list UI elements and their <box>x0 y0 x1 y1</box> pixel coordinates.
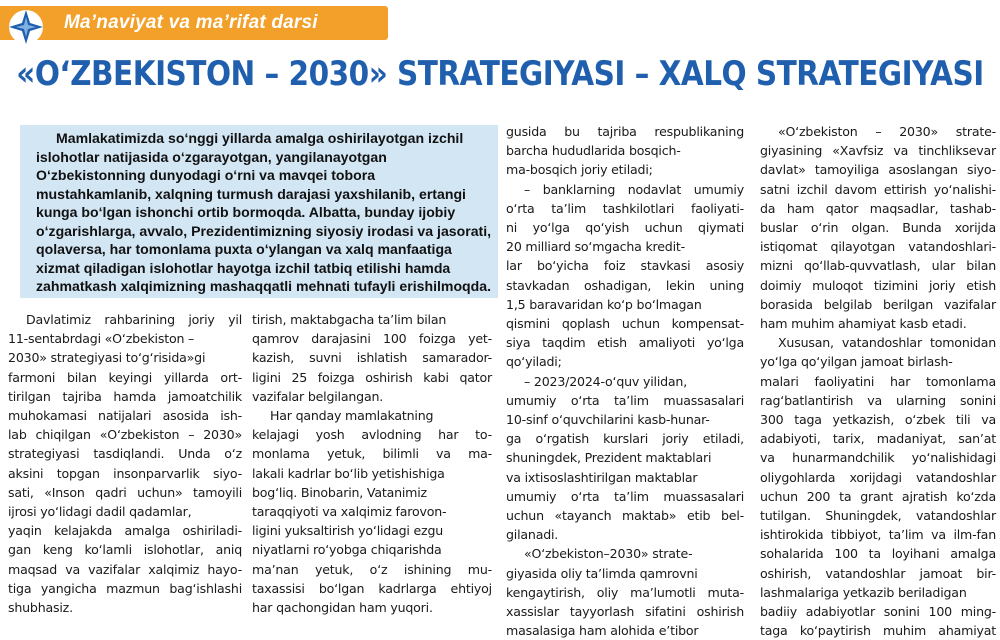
article-line: monlama yetuk, bilimli va ma- <box>252 446 492 462</box>
article-line: 1,5 baravaridan ko‘p bo‘lmagan <box>506 296 702 312</box>
article-line: tutilgan. Shuningdek, vatandoshlar <box>760 508 996 524</box>
article-line: taga ko‘paytirish muhim ahamiyat <box>760 623 996 639</box>
article-line: lab chiqilgan «O‘zbekiston – 2030» <box>8 427 242 443</box>
lead-box <box>20 125 498 298</box>
article-line: xassislar tayyorlash sifatini oshirish <box>506 604 744 620</box>
article-line: Davlatimiz rahbarining joriy yil <box>26 312 242 327</box>
article-line: qo‘yiladi; <box>506 354 562 370</box>
article-line: adabiyoti, tarix, madaniyat, san’at <box>760 431 996 447</box>
article-line: lakali kadrlar bo‘lib yetishishiga <box>252 465 445 481</box>
article-line: lar bo‘yicha foiz stavkasi asosiy <box>506 258 744 274</box>
article-line: gusida bu tajriba respublikaning <box>506 124 744 139</box>
article-line: umumiy o‘rta ta’lim muassasalari <box>506 488 744 504</box>
article-line: tirish, maktabgacha ta’lim bilan <box>252 312 447 327</box>
article-line: farmoni bilan keyingi yillarda ort- <box>8 369 242 385</box>
article-line: gan keng ko‘lamli islohotlar, aniq <box>8 542 242 558</box>
article-line: taraqqiyoti va xalqimiz farovon- <box>252 504 447 520</box>
article-line: aksini topgan insonparvarlik siyo- <box>8 465 242 481</box>
article-line: 2030» strategiyasi to‘g‘risida»gi <box>8 350 206 366</box>
article-line: giyasida oliy ta’limda qamrovni <box>506 565 698 581</box>
article-line: 20 milliard so‘mgacha kredit- <box>506 239 685 255</box>
article-line: ni yo‘lga qo‘yish uchun qiymati <box>506 220 744 236</box>
article-column-4 <box>760 122 996 640</box>
page-title: «O‘ZBEKISTON – 2030» STRATEGIYASI – XALQ STRATEGIYASI <box>16 54 984 94</box>
article-line: 11-sentabrdagi «O‘zbekiston – <box>8 331 195 347</box>
article-line: rag‘batlantirish va ularning sonini <box>760 392 996 408</box>
article-line: ga o‘rgatish kurslari joriy etiladi, <box>506 431 744 447</box>
article-line: «O‘zbekiston – 2030» strate- <box>778 124 996 139</box>
article-line: yaqin kelajakda amalga oshiriladi- <box>8 523 242 539</box>
article-line: bog‘liq. Binobarin, Vatanimiz <box>252 484 427 500</box>
article-line: barcha hududlarida bosqich- <box>506 143 681 159</box>
article-line: ma-bosqich joriy etiladi; <box>506 162 653 178</box>
article-line: vazifalar belgilangan. <box>252 388 384 404</box>
article-line: borasida belgilab berilgan vazifalar <box>760 296 996 312</box>
article-line: «O‘zbekiston–2030» strate- <box>524 546 693 562</box>
article-line: mizni qo‘llab-quvvatlash, ular bilan <box>760 258 996 274</box>
article-line: niyatlarni ro‘yobga chiqarishda <box>252 542 442 558</box>
article-line: siya taqdim etish amaliyoti yo‘lga <box>506 335 744 351</box>
article-line: tiga yangicha mazmun bag‘ishlashi <box>8 580 242 596</box>
article-column-2 <box>252 310 492 617</box>
article-line: doimiy muloqot tizimini joriy etish <box>760 277 996 293</box>
star-icon <box>6 7 46 47</box>
article-line: ma’nan yetuk, o‘z ishining mu- <box>252 561 492 577</box>
article-line: tirilgan tajriba hamda jamoatchilik <box>8 388 242 404</box>
article-line: lashmalariga yetkazib beriladigan <box>760 584 967 600</box>
article-line: taxassisi bo‘lgan kadrlarga ehtiyoj <box>252 580 492 596</box>
article-line: – 2023/2024-o‘quv yilidan, <box>524 373 688 389</box>
article-line: malari faoliyatini har tomonlama <box>760 373 996 389</box>
article-line: qismini qoplash uchun kompensat- <box>506 316 744 332</box>
article-line: 10-sinf o‘quvchilarini kasb-hunar- <box>506 412 710 428</box>
article-line: shubhasiz. <box>8 600 73 616</box>
article-line: oliygohlarda xorijdagi vatandoshlar <box>760 469 996 485</box>
article-line: 300 taga yetkazish, o‘zbek tili va <box>760 412 996 428</box>
article-line: giyasining «Xavfsiz va tinchliksevar <box>760 143 996 159</box>
article-line: shuningdek, Prezident maktablari <box>506 450 712 466</box>
article-line: har qachongidan ham yuqori. <box>252 600 433 616</box>
lead-paragraph: Mamlakatimizda so‘nggi yillarda amalga oshirilayotgan izchil islohotlar natijasida o‘zgarayotgan, yangilanayotgan O‘zbekistonning dunyodagi o‘rni va mavqei tobora mustahkamlanib, xalqning turmush darajasi yaxshilanib, ertangi kunga bo‘lgan ishonchi ortib bormoqda. Albatta, bunday ijobiy o‘zgarishlarga, avvalo, Prezidentimizning siyosiy irodasi va jasorati, qolaversa, har tomonlama puxta o‘ylangan va xalq manfaatiga xizmat qiladigan islohotlar hayotga izchil tatbiq etilishi hamda zahmatkash xalqimizning mashaqqatli mehnati tufayli erishilmoqda. <box>36 130 492 294</box>
article-line: – banklarning nodavlat umumiy <box>524 181 744 197</box>
article-line: kengaytirish, oliy ma’lumotli muta- <box>506 584 744 600</box>
article-line: gilanadi. <box>506 527 559 543</box>
article-line: strategiyasi tasdiqlandi. Unda o‘z <box>8 446 242 462</box>
article-line: buslar o‘rin olgan. Bunda xorijda <box>760 220 996 236</box>
article-line: oshirish, vatandoshlar jamoat bir- <box>760 565 996 581</box>
article-line: ligini yuksaltirish yo‘lidagi ezgu <box>252 523 444 539</box>
article-line: stavkadan oshadigan, lekin uning <box>506 277 744 293</box>
article-line: qamrov darajasini 100 foizga yet- <box>252 331 492 347</box>
article-line: sohalarida 100 ta loyihani amalga <box>760 546 996 562</box>
article-line: uchun «tayanch maktab» etib bel- <box>506 508 744 524</box>
article-line: yo‘lga qo‘yilgan jamoat birlash- <box>760 354 953 370</box>
article-line: kazish, suvni ishlatish samarador- <box>252 350 492 366</box>
article-line: da ham qator maqsadlar, tashab- <box>760 200 996 216</box>
article-line: maqsad va vazifalar xalqimiz hayo- <box>8 561 242 577</box>
article-line: va hunarmandchilik yo‘nalishidagi <box>760 450 996 466</box>
article-line: sati, «Inson qadri uchun» tamoyili <box>8 484 242 500</box>
article-line: uchun 200 ta grant ajratish ko‘zda <box>760 488 996 504</box>
article-line: badiiy adabiyotlar sonini 100 ming- <box>760 604 996 620</box>
article-line: masalasiga ham alohida e’tibor <box>506 623 699 639</box>
article-line: ijrosi yo‘lidagi dadil qadamlar, <box>8 504 192 520</box>
article-line: Har qanday mamlakatning <box>270 408 434 424</box>
article-line: ham muhim ahamiyat kasb etadi. <box>760 316 967 332</box>
article-line: ishtirokida tibbiyot, ta’lim va ilm-fan <box>760 527 996 543</box>
article-line: ligini 25 foizga oshirish kabi qator <box>252 369 492 385</box>
article-line: umumiy o‘rta ta’lim muassasalari <box>506 392 744 408</box>
article-line: Xususan, vatandoshlar tomonidan <box>778 335 996 351</box>
article-line: istiqomat qilayotgan vatandoshlari- <box>760 239 996 255</box>
article-line: va ixtisoslashtirilgan maktablar <box>506 469 698 485</box>
article-line: satni izchil davom ettirish yo‘nalishi- <box>760 181 996 197</box>
article-line: muhokamasi natijalari asosida ish- <box>8 408 242 424</box>
article-column-1 <box>8 310 242 617</box>
article-line: kelajagi yosh avlodning har to- <box>252 427 492 443</box>
article-column-3 <box>506 122 744 640</box>
article-line: davlat» tamoyiliga asoslangan siyo- <box>760 162 996 178</box>
rubric-label: Ma’naviyat va ma’rifat darsi <box>64 12 318 33</box>
article-line: o‘rta ta’lim tashkilotlari faoliyati- <box>506 200 744 216</box>
